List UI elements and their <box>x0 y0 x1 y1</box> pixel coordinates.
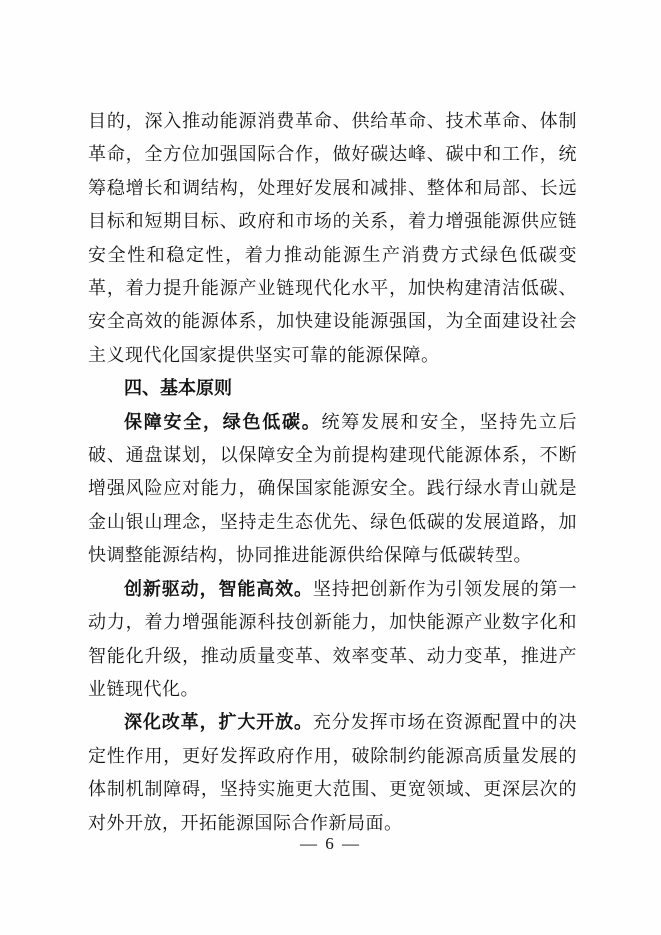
principle-3-body: 充分发挥市场在资源配置中的决定性作用，更好发挥政府作用，破除制约能源高质量发展的体制机制障碍，坚持实施更大范围、更宽领域、更深层次的对外开放，开拓能源国际合作新局面。 <box>88 712 578 833</box>
principle-paragraph-3 <box>88 706 577 840</box>
text-block <box>88 105 577 840</box>
principle-paragraph-2 <box>88 573 577 707</box>
principle-2-lead: 创新驱动，智能高效。 <box>124 578 313 599</box>
principle-3-lead: 深化改革，扩大开放。 <box>124 712 313 733</box>
principle-2-body: 坚持把创新作为引领发展的第一动力，着力增强能源科技创新能力，加快能源产业数字化和智能化升级，推动质量变革、效率变革、动力变革，推进产业链现代化。 <box>88 578 578 699</box>
page-number: — 6 — <box>300 834 361 853</box>
section-heading: 四、基本原则 <box>124 378 232 399</box>
principle-1-body: 统筹发展和安全，坚持先立后破、通盘谋划，以保障安全为前提构建现代能源体系，不断增强风险应对能力，确保国家能源安全。践行绿水青山就是金山银山理念，坚持走生态优先、绿色低碳的发展道路，加快调整能源结构，协同推进能源供给保障与低碳转型。 <box>88 411 577 566</box>
principle-1-lead: 保障安全，绿色低碳。 <box>124 411 322 432</box>
principle-paragraph-1 <box>88 406 577 573</box>
continuation-paragraph: 目的，深入推动能源消费革命、供给革命、技术革命、体制革命，全方位加强国际合作，做好碳达峰、碳中和工作，统筹稳增长和调结构，处理好发展和减排、整体和局部、长远目标和短期目标、政府和市场的关系，着力增强能源供应链安全性和稳定性，着力推动能源生产消费方式绿色低碳变革，着力提升能源产业链现代化水平，加快构建清洁低碳、安全高效的能源体系，加快建设能源强国，为全面建设社会主义现代化国家提供坚实可靠的能源保障。 <box>88 111 577 365</box>
